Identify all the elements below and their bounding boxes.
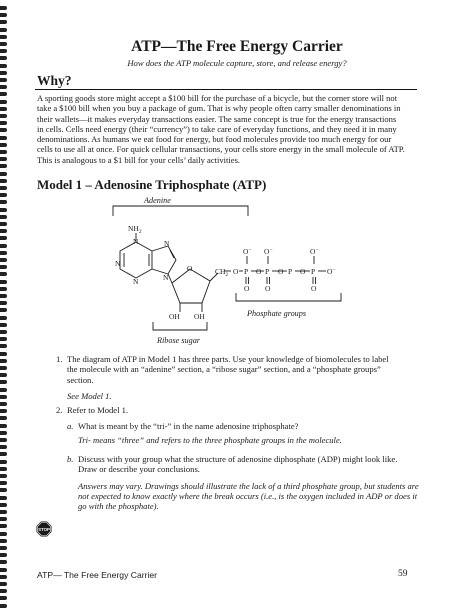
why-line: denominations. As humans we eat food for energy, but food molecules provide too much energy for our <box>37 134 392 145</box>
why-line: cells to use all at once. For quick cellular transactions, your cells store energy in the small molecule of ATP. <box>37 144 405 155</box>
phosphorus-atom: P <box>265 267 270 276</box>
question-line: Draw or describe your conclusions. <box>78 464 200 475</box>
answer-text: See Model 1. <box>67 390 112 401</box>
ribose-label: Ribose sugar <box>157 336 200 345</box>
phosphate-oxygen: O− <box>264 247 273 256</box>
ch2-group: $CH_2$ <box>215 267 229 278</box>
nitrogen-atom: N <box>115 259 121 268</box>
stop-label: STOP <box>38 526 50 532</box>
question-line: section. <box>67 374 94 385</box>
why-line: in cells. Cells need energy (their “currency”) to take care of everyday functions, and they need it in many <box>37 123 397 134</box>
page-subtitle: How does the ATP molecule capture, store, and release energy? <box>127 58 347 68</box>
nh2-group: $NH_2$ <box>128 224 142 235</box>
glycosidic-bond <box>168 274 172 283</box>
question-number: 1. <box>56 354 63 364</box>
why-line: This is analogous to a $1 bill for your cells’ daily activities. <box>37 154 241 165</box>
bridge-oxygen: O <box>300 267 306 276</box>
page-title: ATP—The Free Energy Carrier <box>131 38 343 55</box>
page-number: 59 <box>398 569 408 579</box>
question-line: The diagram of ATP in Model 1 has three parts. Use your knowledge of biomolecules to label <box>67 354 389 364</box>
ribose-ring <box>172 269 210 303</box>
model-title: Model 1 – Adenosine Triphosphate (ATP) <box>37 177 267 192</box>
why-line: take a $100 bill when you buy a package of gum. That is why people often carry smaller denominations in <box>37 103 401 114</box>
question-text: Refer to Model 1. <box>67 405 129 415</box>
why-line: A sporting goods store might accept a $100 bill for the purchase of a bicycle, but the corner store will not <box>37 93 398 103</box>
adenine-bracket <box>113 206 248 216</box>
terminal-oxygen: O− <box>327 267 336 276</box>
question-letter: a. <box>67 421 74 431</box>
pyrimidine-ring <box>120 242 152 278</box>
ribose-bracket <box>153 322 207 330</box>
hydroxyl-group: OH <box>169 312 180 321</box>
phosphate-oxygen: O <box>244 284 250 293</box>
phosphorus-atom: P <box>288 267 293 276</box>
nitrogen-atom: N <box>164 239 170 248</box>
phosphate-oxygen: O <box>311 284 317 293</box>
bridge-oxygen: O <box>256 267 262 276</box>
answer-line: go with the phosphate). <box>78 501 159 512</box>
phosphate-oxygen: O− <box>310 247 319 256</box>
phosphorus-atom: P <box>244 267 249 276</box>
phosphorus-atom: P <box>311 267 316 276</box>
phosphate-label: Phosphate groups <box>247 309 307 318</box>
bridge-oxygen: O <box>233 267 239 276</box>
answer-text: Tri- means “three” and refers to the three phosphate groups in the molecule. <box>78 435 342 446</box>
stop-sign-icon <box>36 521 52 537</box>
nitrogen-atom: N <box>133 277 139 286</box>
answer-line: not expected to know exactly where the break occurs (i.e., is the oxygen included in ADP or does it <box>78 490 418 501</box>
question-line: What is meant by the “tri-” in the name adenosine triphosphate? <box>78 421 299 431</box>
footer-title: ATP— The Free Energy Carrier <box>37 570 158 580</box>
adenine-label: Adenine <box>144 196 171 205</box>
question-number: 2. <box>56 405 63 415</box>
phosphate-oxygen: O <box>265 284 271 293</box>
imidazole-ring <box>152 246 176 274</box>
why-heading: Why? <box>37 73 72 88</box>
answer-line: Answers may vary. Drawings should illustrate the lack of a third phosphate group, but students are <box>78 480 419 491</box>
phosphate-bracket <box>236 293 341 301</box>
bridge-oxygen: O <box>278 267 284 276</box>
phosphate-oxygen: O− <box>243 247 252 256</box>
nitrogen-atom: N <box>133 237 139 246</box>
nitrogen-atom: N <box>163 273 169 282</box>
hydroxyl-group: OH <box>194 312 205 321</box>
why-line: their wallets—it makes everyday transactions easier. The same concept is true for the energy transactions <box>37 113 397 124</box>
question-line: Discuss with your group what the structure of adenosine diphosphate (ADP) might look like. <box>78 454 398 464</box>
question-line: the molecule with an “adenine” section, a “ribose sugar” section, and a “phosphate groups” <box>67 364 381 375</box>
question-letter: b. <box>67 454 74 464</box>
ribose-oxygen: O <box>187 264 193 273</box>
